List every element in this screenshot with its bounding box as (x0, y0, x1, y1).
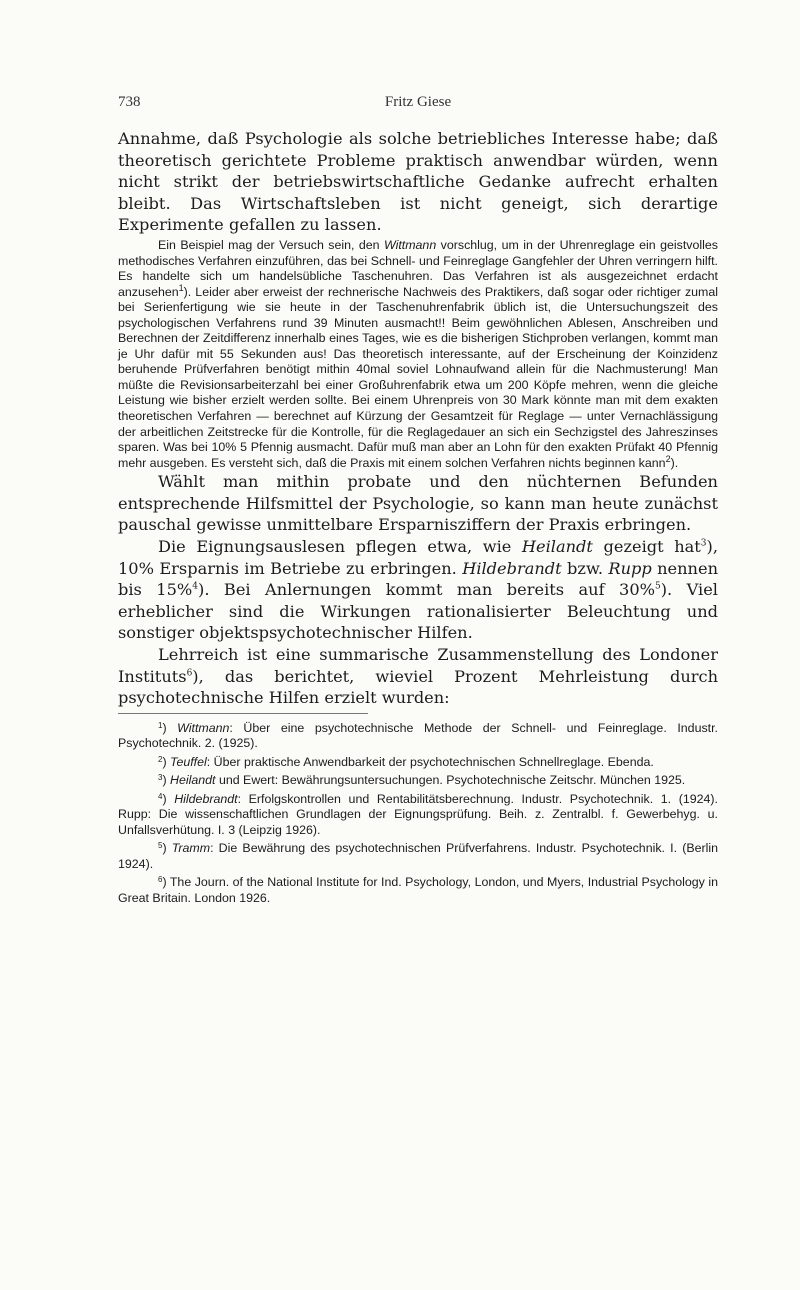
footnote-text: : Über eine psychotechnische Methode der Schnell- und Feinreglage. Industr. Psychotechnik. 2. (1925). (118, 720, 718, 751)
footnote-author: Hildebrandt (174, 791, 238, 806)
text-span: Ein Beispiel mag der Versuch sein, den (158, 237, 384, 252)
author-name: Hildebrandt (462, 558, 562, 578)
text-span: gezeigt hat (592, 536, 701, 556)
running-title: Fritz Giese (384, 94, 452, 110)
text-span: vorschlug, um in der Uhrenreglage ein geistvolles methodisches Verfahren einzuführen, das bei Schnell- und Feinreglage Gangfehler der Uhren verringern hilft. Es handelte sich um handelsübliche Taschenuhren. Das Verfahren ist als ausgezeichnet erdacht anzusehen (118, 237, 718, 299)
footnote-text: : Über praktische Anwendbarkeit der psychotechnischen Schnellreglage. Ebenda. (206, 754, 654, 769)
footnotes (118, 718, 718, 907)
footnote-mark: 4 (158, 791, 163, 801)
paragraph-savings (118, 536, 718, 644)
footnote: $^3$) Heilandt und Ewert: Bewährungsuntersuchungen. Psychotechnische Zeitschr. München 1925. (158, 773, 686, 788)
page-number: 738 (118, 94, 141, 110)
footnote-text: : Die Bewährung des psychotechnischen Prüfverfahrens. Industr. Psychotechnik. I. (Berlin 1924). (118, 841, 718, 871)
footnote-ref[interactable]: 3 (700, 538, 707, 549)
footnote-author: Teuffel (170, 754, 207, 769)
footnote-ref[interactable]: 2 (665, 453, 671, 464)
footnote-ref[interactable]: 6 (186, 668, 193, 679)
footnote-text: : Erfolgskontrollen und Rentabilitätsberechnung. Industr. Psychotechnik. 1. (1924). Rupp: Die wissenschaftlichen Grundlagen der Eignungsprüfung. Beih. z. Zentralbl. f. Gewerbehyg. u. Unfallsverhütung. I. 3 (Leipzig 1926). (118, 791, 718, 837)
footnote-author: Tramm (171, 841, 211, 856)
footnote: $^2$) Teuffel: Über praktische Anwendbarkeit der psychotechnischen Schnellreglage. Ebenda. (158, 754, 654, 769)
footnote: $^4$) Hildebrandt: Erfolgskontrollen und Rentabilitätsberechnung. Industr. Psychotechnik. 1. (1924). Rupp: Die wissenschaftlichen Grundlagen der Eignungsprüfung. Beih. z. Zentralbl. f. Gewerbehyg. u. Unfallsverhütung. I. 3 (Leipzig 1926). (118, 791, 718, 837)
footnote: $^5$) Tramm: Die Bewährung des psychotechnischen Prüfverfahrens. Industr. Psychotechnik. I. (Berlin 1924). (118, 841, 718, 871)
text-span: ). (670, 455, 679, 470)
footnote-mark: 1 (158, 720, 163, 730)
author-name: Heilandt (521, 536, 593, 556)
page-header (118, 94, 718, 118)
text-span: nennen bis 15% (118, 558, 718, 600)
text-span: Lehrreich ist eine summarische Zusammenstellung des Londoner Instituts (118, 644, 718, 686)
paragraph-conclusion: Wählt man mithin probate und den nüchternen Befunden entsprechende Hilfsmittel der Psychologie, so kann man heute zunächst pauschal gewisse unmittelbare Ersparnisziffern der Praxis erbringen. (118, 472, 718, 535)
text-span: Die Eignungsauslesen pflegen etwa, wie (158, 536, 522, 556)
footnote-ref[interactable]: 1 (178, 282, 184, 293)
footnote-ref[interactable]: 5 (655, 581, 661, 592)
text-span: bzw. (561, 558, 609, 578)
footnote-mark: 5 (158, 841, 163, 851)
footnote-author: Heilandt (170, 773, 216, 788)
paragraph-intro: Annahme, daß Psychologie als solche betriebliches Interesse habe; daß theoretisch gerichtete Probleme praktisch anwendbar würden, wenn nicht strikt der betriebswirtschaftliche Gedanke aufrecht erhalten bleibt. Das Wirtschaftsleben ist nicht geneigt, sich derartige Experimente gefallen zu lassen. (118, 129, 718, 235)
footnote-mark: 2 (158, 754, 163, 764)
footnote-text: The Journ. of the National Institute for Ind. Psychology, London, und Myers, Industrial Psychology in Great Britain. London 1926. (118, 875, 718, 905)
main-text (118, 128, 718, 906)
text-span: ), das berichtet, wieviel Prozent Mehrleistung durch psychotechnische Hilfen erzielt wurden: (118, 666, 718, 708)
footnote-text: und Ewert: Bewährungsuntersuchungen. Psychotechnische Zeitschr. München 1925. (215, 773, 686, 788)
text-span: ), 10% Ersparnis im Betriebe zu erbringen. (118, 536, 718, 578)
author-name: Rupp (608, 558, 652, 578)
footnote-author: Wittmann (177, 720, 230, 735)
author-name: Wittmann (384, 237, 437, 252)
footnote-divider (118, 713, 368, 714)
paragraph-london (118, 644, 718, 709)
footnote: $^6$) The Journ. of the National Institute for Ind. Psychology, London, und Myers, Industrial Psychology in Great Britain. London 1926. (118, 875, 718, 905)
text-span: ). Viel erheblicher sind die Wirkungen rationalisierter Beleuchtung und sonstiger objektspsychotechnischer Hilfen. (118, 580, 718, 643)
footnote: $^1$) Wittmann: Über eine psychotechnische Methode der Schnell- und Feinreglage. Industr. Psychotechnik. 2. (1925). (118, 720, 718, 751)
footnote-mark: 3 (158, 773, 163, 783)
footnote-mark: 6 (158, 875, 163, 885)
footnote-ref[interactable]: 4 (192, 581, 199, 592)
text-span: ). Bei Anlernungen kommt man bereits auf 30% (198, 580, 655, 600)
paragraph-example (118, 238, 718, 471)
text-span: ). Leider aber erweist der rechnerische Nachweis des Praktikers, daß sogar oder richtiger zumal bei Serienfertigung wie sie heute in der Taschenuhrenfabrik üblich ist, die Untersuchungszeit des psychologischen Verfahrens rund 39 Minuten ausmacht!! Beim gewöhnlichen Ablesen, Anschreiben und Berechnen der Zeitdifferenz innerhalb eines Tages, wie es die bisherigen Stichproben verlangen, kommt man je Uhr dafür mit 55 Sekunden aus! Das theoretisch interessante, auf der Erscheinung der Koinzidenz beruhende Prüfverfahren benötigt mithin 40mal soviel Lohnaufwand allein für die Nachmusterung! Man müßte die Revisionsarbeiterzahl bei einer Großuhrenfabrik etwa um 200 Köpfe mehren, wenn die gleiche Leistung wie bisher erzielt werden sollte. Bei einem Uhrenpreis von 30 Mark könnte man mit dem exakten theoretischen Verfahren — berechnet auf Kürzung der Gesamtzeit für Reglage — unter Vernachlässigung der arbeitlichen Zeitstrecke für die Kontrolle, für die Reglagedauer an sich ein Sechzigstel des Jahreszinses sparen. Was bei 10% 5 Pfennig ausmacht. Dafür muß man aber an Lohn für den exakten Prüfakt 40 Pfennig mehr ausgeben. Es versteht sich, daß die Praxis mit einem solchen Verfahren nichts beginnen kann (118, 284, 718, 470)
